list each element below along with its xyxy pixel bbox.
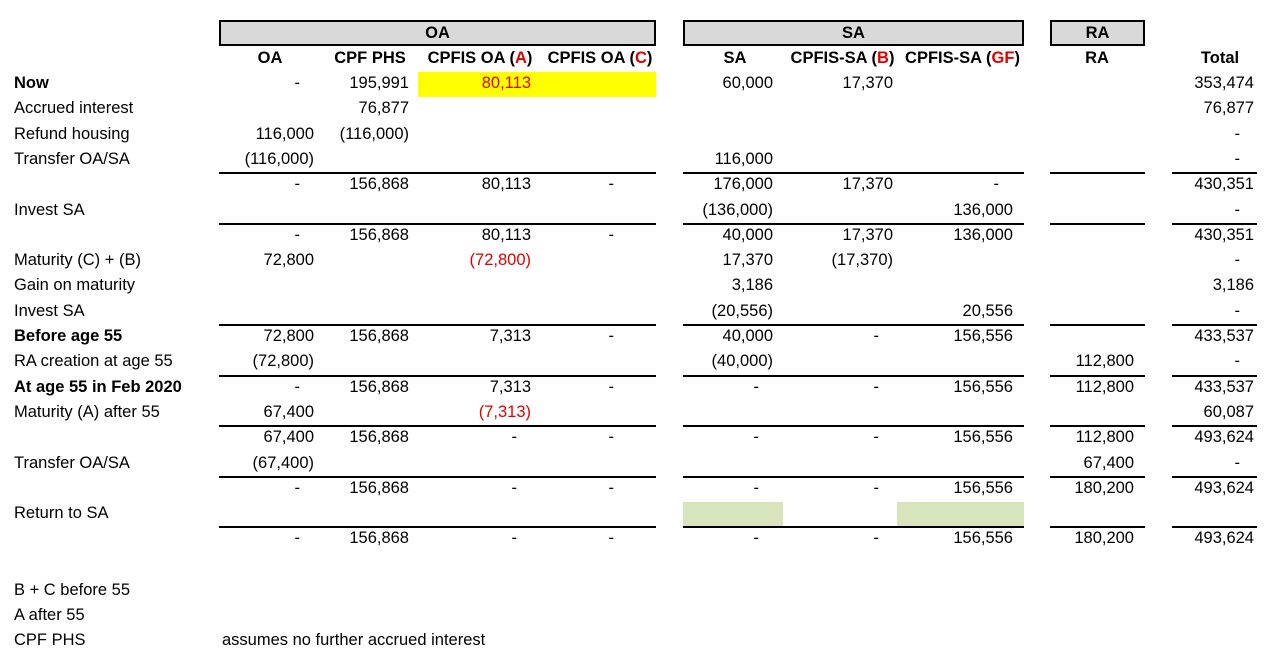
column-header-cpfis-sa-gf: CPFIS-SA (GF) bbox=[905, 49, 1020, 67]
separator-line bbox=[1050, 223, 1145, 225]
table-cell: 67,400 bbox=[1083, 453, 1134, 472]
table-cell: 80,113 bbox=[481, 74, 531, 92]
row-label: RA creation at age 55 bbox=[14, 352, 173, 371]
table-cell: 67,400 bbox=[263, 402, 314, 421]
table-cell: 156,868 bbox=[349, 428, 409, 447]
table-cell: 180,200 bbox=[1074, 529, 1134, 548]
table-cell: 116,000 bbox=[714, 149, 773, 168]
table-cell: - bbox=[294, 175, 300, 194]
table-row bbox=[0, 224, 1280, 249]
table-cell: 112,800 bbox=[1075, 428, 1134, 447]
table-cell: 72,800 bbox=[263, 327, 314, 345]
table-cell: 76,877 bbox=[358, 99, 409, 118]
table-cell: (72,800) bbox=[469, 251, 531, 270]
table-cell: - bbox=[873, 428, 879, 447]
table-cell: (40,000) bbox=[711, 352, 773, 371]
table-row bbox=[0, 300, 1280, 325]
row-label: Invest SA bbox=[14, 200, 85, 219]
table-cell: 433,537 bbox=[1194, 327, 1254, 345]
table-cell: - bbox=[294, 74, 300, 92]
table-cell: - bbox=[753, 529, 759, 548]
table-cell: - bbox=[608, 428, 614, 447]
table-cell: 67,400 bbox=[263, 428, 314, 447]
table-cell: - bbox=[873, 529, 879, 548]
table-cell: 493,624 bbox=[1194, 529, 1254, 548]
row-label: Transfer OA/SA bbox=[14, 149, 130, 168]
row-label: Accrued interest bbox=[14, 99, 134, 118]
row-label: Before age 55 bbox=[14, 327, 123, 345]
table-cell: 40,000 bbox=[722, 327, 773, 345]
table-row bbox=[0, 123, 1280, 148]
table-cell: 17,370 bbox=[842, 175, 893, 194]
table-cell: (72,800) bbox=[252, 352, 314, 371]
table-cell: - bbox=[873, 377, 879, 396]
table-cell: 136,000 bbox=[953, 225, 1013, 244]
column-header-total: Total bbox=[1200, 49, 1240, 67]
table-cell: 493,624 bbox=[1194, 478, 1254, 497]
table-cell: 116,000 bbox=[255, 124, 314, 143]
column-header-cpfis-sa-b: CPFIS-SA (B) bbox=[790, 49, 895, 67]
group-header-oa: OA bbox=[219, 20, 656, 46]
table-row bbox=[0, 350, 1280, 375]
table-row bbox=[0, 148, 1280, 173]
note-b-c: B + C before 55 bbox=[14, 581, 131, 599]
table-row bbox=[0, 199, 1280, 224]
row-label: Refund housing bbox=[14, 124, 130, 143]
table-cell: 20,556 bbox=[962, 301, 1013, 320]
table-cell: - bbox=[873, 327, 879, 345]
separator-line bbox=[219, 476, 656, 478]
separator-line bbox=[1172, 476, 1257, 478]
separator-line bbox=[683, 425, 1024, 427]
table-cell: - bbox=[608, 377, 614, 396]
table-cell: 156,556 bbox=[953, 529, 1013, 548]
table-cell: 156,868 bbox=[349, 327, 409, 345]
table-cell: 136,000 bbox=[953, 200, 1013, 219]
table-cell: 156,556 bbox=[953, 377, 1013, 396]
separator-line bbox=[1050, 324, 1145, 326]
table-cell: 353,474 bbox=[1194, 74, 1254, 92]
separator-line bbox=[683, 526, 1024, 528]
row-label: Return to SA bbox=[14, 504, 109, 523]
column-header-cpf-phs: CPF PHS bbox=[334, 49, 406, 67]
table-cell: (116,000) bbox=[244, 149, 314, 168]
table-cell: 80,113 bbox=[481, 225, 531, 244]
separator-line bbox=[219, 375, 656, 377]
table-cell: 156,556 bbox=[953, 327, 1013, 345]
table-cell: 176,000 bbox=[713, 175, 773, 194]
separator-line bbox=[219, 172, 656, 174]
table-cell: (67,400) bbox=[252, 453, 314, 472]
separator-line bbox=[1050, 375, 1145, 377]
separator-line bbox=[219, 324, 656, 326]
table-cell: - bbox=[608, 175, 614, 194]
table-cell: - bbox=[1234, 453, 1240, 472]
separator-line bbox=[1050, 476, 1145, 478]
table-cell: 60,087 bbox=[1203, 402, 1254, 421]
table-cell: - bbox=[1234, 352, 1240, 371]
table-cell: - bbox=[1234, 200, 1240, 219]
separator-line bbox=[1050, 172, 1145, 174]
table-cell: (136,000) bbox=[702, 200, 773, 219]
table-cell: - bbox=[1234, 124, 1240, 143]
separator-line bbox=[1172, 526, 1257, 528]
table-cell: 3,186 bbox=[731, 276, 773, 295]
group-header-ra: RA bbox=[1050, 20, 1145, 46]
separator-line bbox=[683, 375, 1024, 377]
separator-line bbox=[683, 476, 1024, 478]
column-header-ra: RA bbox=[1085, 49, 1109, 67]
table-cell: 430,351 bbox=[1194, 175, 1254, 194]
table-cell: 195,991 bbox=[349, 74, 409, 92]
table-cell: 80,113 bbox=[481, 175, 531, 194]
column-header-cpfis-oa-c: CPFIS OA (C) bbox=[547, 49, 653, 67]
table-row bbox=[0, 426, 1280, 451]
row-label: Maturity (C) + (B) bbox=[14, 251, 141, 270]
separator-line bbox=[219, 223, 656, 225]
table-cell: - bbox=[608, 478, 614, 497]
table-cell: 17,370 bbox=[722, 251, 773, 270]
table-cell: - bbox=[294, 377, 300, 396]
table-row bbox=[0, 527, 1280, 552]
table-cell: (7,313) bbox=[478, 402, 531, 421]
table-cell: 156,556 bbox=[953, 478, 1013, 497]
table-cell: 40,000 bbox=[722, 225, 773, 244]
table-row bbox=[0, 325, 1280, 350]
table-cell: 156,868 bbox=[349, 478, 409, 497]
table-cell: 60,000 bbox=[722, 74, 773, 92]
table-row bbox=[0, 376, 1280, 401]
table-cell: 433,537 bbox=[1194, 377, 1254, 396]
table-cell: 180,200 bbox=[1074, 478, 1134, 497]
row-label: Gain on maturity bbox=[14, 276, 136, 295]
separator-line bbox=[1050, 425, 1145, 427]
row-label: Now bbox=[14, 74, 49, 92]
table-cell: 156,868 bbox=[349, 377, 409, 396]
table-row bbox=[0, 274, 1280, 299]
table-cell: - bbox=[511, 478, 517, 497]
row-label: Maturity (A) after 55 bbox=[14, 402, 160, 421]
table-row bbox=[0, 72, 1280, 97]
table-cell: 156,868 bbox=[349, 225, 409, 244]
table-cell: 17,370 bbox=[842, 225, 893, 244]
table-cell: (116,000) bbox=[339, 124, 409, 143]
table-cell: (20,556) bbox=[711, 301, 773, 320]
table-cell: 72,800 bbox=[263, 251, 314, 270]
separator-line bbox=[683, 324, 1024, 326]
note-a: A after 55 bbox=[14, 606, 85, 624]
separator-line bbox=[1172, 223, 1257, 225]
table-cell: - bbox=[511, 529, 517, 548]
table-row bbox=[0, 97, 1280, 122]
table-row bbox=[0, 452, 1280, 477]
table-cell: 7,313 bbox=[489, 377, 531, 396]
table-row bbox=[0, 401, 1280, 426]
table-row bbox=[0, 477, 1280, 502]
table-cell: (17,370) bbox=[831, 251, 893, 270]
table-cell: 17,370 bbox=[842, 74, 893, 92]
column-header-sa: SA bbox=[723, 49, 747, 67]
table-cell: - bbox=[1234, 251, 1240, 270]
group-header-sa: SA bbox=[683, 20, 1024, 46]
table-cell: - bbox=[511, 428, 517, 447]
table-cell: - bbox=[608, 529, 614, 548]
table-cell: - bbox=[608, 327, 614, 345]
separator-line bbox=[1050, 526, 1145, 528]
table-cell: - bbox=[753, 428, 759, 447]
row-label: Invest SA bbox=[14, 301, 85, 320]
table-cell: - bbox=[1234, 149, 1240, 168]
separator-line bbox=[1172, 425, 1257, 427]
separator-line bbox=[683, 223, 1024, 225]
table-cell: - bbox=[873, 478, 879, 497]
table-cell: - bbox=[608, 225, 614, 244]
table-cell: 3,186 bbox=[1212, 276, 1254, 295]
table-cell: 112,800 bbox=[1075, 377, 1134, 396]
table-cell: - bbox=[294, 478, 300, 497]
table-cell: 156,556 bbox=[953, 428, 1013, 447]
table-cell: - bbox=[993, 175, 999, 194]
table-cell: - bbox=[753, 377, 759, 396]
separator-line bbox=[1172, 172, 1257, 174]
table-row bbox=[0, 249, 1280, 274]
separator-line bbox=[1172, 324, 1257, 326]
table-cell: - bbox=[294, 529, 300, 548]
separator-line bbox=[219, 526, 656, 528]
table-cell: 156,868 bbox=[349, 529, 409, 548]
table-cell: 493,624 bbox=[1194, 428, 1254, 447]
row-label: Transfer OA/SA bbox=[14, 453, 130, 472]
table-row bbox=[0, 502, 1280, 527]
table-cell: - bbox=[1234, 301, 1240, 320]
column-header-oa: OA bbox=[257, 49, 283, 67]
table-cell: 7,313 bbox=[489, 327, 531, 345]
separator-line bbox=[1172, 375, 1257, 377]
table-cell: 430,351 bbox=[1194, 225, 1254, 244]
table-row bbox=[0, 173, 1280, 198]
table-cell: 112,800 bbox=[1075, 352, 1134, 371]
table-cell: - bbox=[294, 225, 300, 244]
separator-line bbox=[219, 425, 656, 427]
row-label: At age 55 in Feb 2020 bbox=[14, 377, 182, 396]
note-cpf-phs-text: assumes no further accrued interest bbox=[222, 631, 486, 649]
column-header-cpfis-oa-a: CPFIS OA (A) bbox=[427, 49, 533, 67]
table-cell: - bbox=[753, 478, 759, 497]
separator-line bbox=[683, 172, 1024, 174]
table-cell: 76,877 bbox=[1203, 99, 1254, 118]
table-cell: 156,868 bbox=[349, 175, 409, 194]
note-cpf-phs-label: CPF PHS bbox=[14, 631, 86, 649]
